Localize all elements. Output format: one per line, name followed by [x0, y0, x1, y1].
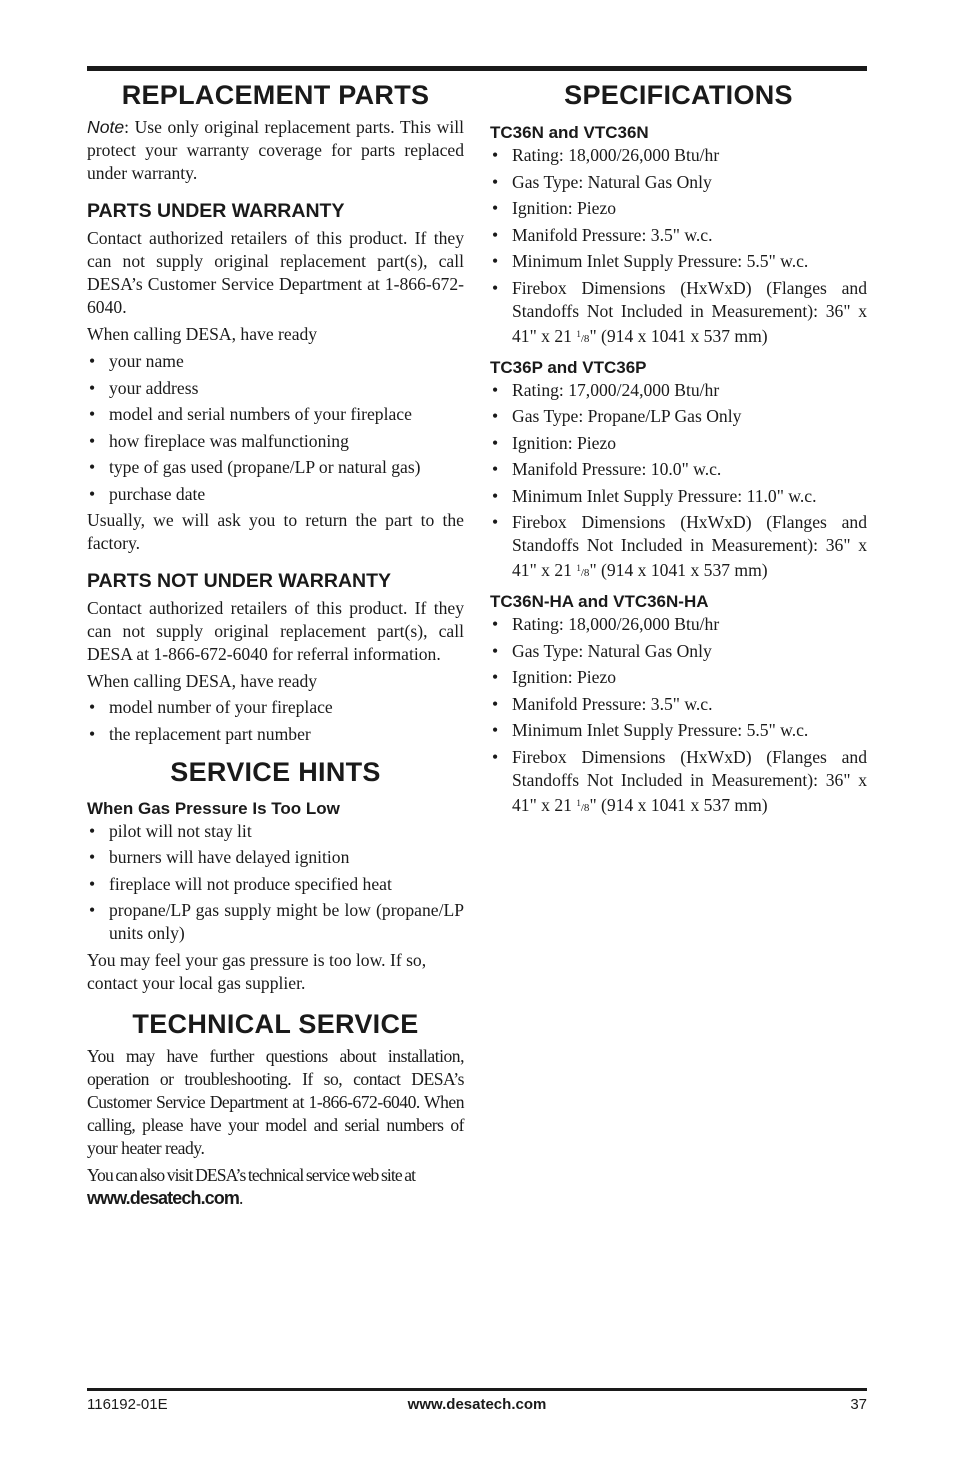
parts-under-warranty-heading: PARTS UNDER WARRANTY — [87, 200, 345, 222]
spec-item: • Rating: 17,000/24,000 Btu/hr — [490, 379, 867, 402]
list-item: • purchase date — [87, 483, 464, 506]
list-item: • burners will have delayed ignition — [87, 846, 464, 869]
spec-item: • Minimum Inlet Supply Pressure: 5.5" w.c. — [490, 250, 867, 273]
top-rule — [87, 66, 867, 71]
list-item: • model number of your fireplace — [87, 696, 464, 719]
replacement-parts-title: REPLACEMENT PARTS — [121, 80, 430, 110]
left-column — [87, 78, 464, 1210]
fraction-numerator: 1 — [576, 797, 581, 808]
list-item: • model and serial numbers of your fireplace — [87, 403, 464, 426]
note-text: : Use only original replacement parts. This will protect your warranty coverage for parts replaced under warranty. — [87, 117, 464, 183]
dims-text: Firebox Dimensions (HxWxD) (Flanges and Standoffs Not Included in Measurement): 36" x 41" x 21 — [512, 746, 867, 815]
spec-group — [490, 122, 867, 351]
specifications-title: SPECIFICATIONS — [564, 80, 793, 110]
spec-item: • Minimum Inlet Supply Pressure: 11.0" w.c. — [490, 485, 867, 508]
list-item: • pilot will not stay lit — [87, 820, 464, 843]
spec-item-dimensions — [490, 511, 867, 585]
website-link[interactable]: www.desatech.com — [87, 1187, 239, 1208]
dims-text: Firebox Dimensions (HxWxD) (Flanges and Standoffs Not Included in Measurement): 36" x 41" x 21 — [512, 277, 867, 346]
spec-group-heading: TC36P and VTC36P — [490, 357, 647, 377]
parts-not-under-warranty-heading: PARTS NOT UNDER WARRANTY — [87, 570, 392, 592]
fraction-denominator: /8 — [580, 801, 590, 814]
page-number: 37 — [850, 1396, 867, 1413]
technical-service-paragraph: You may have further questions about installation, operation or troubleshooting. If so, contact DESA’s Customer Service Department at 1-866-672-6040. When calling, please have your model and serial numbers of your heater ready. — [87, 1045, 464, 1158]
list-item: • propane/LP gas supply might be low (propane/LP units only) — [87, 899, 464, 945]
spec-item: • Rating: 18,000/26,000 Btu/hr — [490, 144, 867, 167]
spec-list — [490, 613, 867, 820]
spec-item: • Ignition: Piezo — [490, 197, 867, 220]
spec-item: • Gas Type: Propane/LP Gas Only — [490, 405, 867, 428]
dims-suffix: " (914 x 1041 x 537 mm) — [589, 794, 768, 815]
warranty-paragraph: Contact authorized retailers of this product. If they can not supply original replacement part(s), call DESA’s Customer Service Department at 1-866-672-6040. — [87, 228, 464, 317]
list-item: • how fireplace was malfunctioning — [87, 430, 464, 453]
list-item: • fireplace will not produce specified heat — [87, 873, 464, 896]
gas-pressure-low-heading: When Gas Pressure Is Too Low — [87, 798, 340, 818]
not-warranty-when-calling: When calling DESA, have ready — [87, 671, 318, 691]
warranty-when-calling: When calling DESA, have ready — [87, 324, 318, 344]
dims-suffix: " (914 x 1041 x 537 mm) — [589, 560, 768, 580]
list-item: • your address — [87, 377, 464, 400]
spec-item-dimensions — [490, 746, 867, 820]
technical-service-title: TECHNICAL SERVICE — [132, 1008, 419, 1039]
footer-rule — [87, 1388, 867, 1391]
dims-text: Firebox Dimensions (HxWxD) (Flanges and Standoffs Not Included in Measurement): 36" x 41" x 21 — [512, 512, 867, 580]
page-footer — [87, 1396, 867, 1418]
spec-list — [490, 144, 867, 351]
spec-item: • Manifold Pressure: 3.5" w.c. — [490, 693, 867, 716]
document-number: 116192-01E — [87, 1396, 168, 1413]
dims-suffix: " (914 x 1041 x 537 mm) — [589, 325, 768, 346]
right-column — [490, 78, 867, 823]
spec-item: • Rating: 18,000/26,000 Btu/hr — [490, 613, 867, 636]
spec-item: • Gas Type: Natural Gas Only — [490, 640, 867, 663]
visit-text: You can also visit DESA’s technical service web site at — [87, 1164, 416, 1185]
spec-group-heading: TC36N and VTC36N — [490, 123, 649, 142]
fraction-denominator: /8 — [580, 332, 590, 345]
spec-item: • Ignition: Piezo — [490, 666, 867, 689]
service-hints-closing: You may feel your gas pressure is too low. If so, contact your local gas supplier. — [87, 949, 427, 993]
spec-item: • Ignition: Piezo — [490, 432, 867, 455]
fraction-numerator: 1 — [576, 328, 581, 339]
warranty-list — [87, 350, 464, 506]
fraction-numerator: 1 — [576, 563, 581, 573]
spec-item: • Gas Type: Natural Gas Only — [490, 171, 867, 194]
service-hints-title: SERVICE HINTS — [170, 756, 381, 787]
fraction — [576, 797, 590, 814]
note-label: Note — [87, 117, 125, 137]
fraction — [576, 328, 590, 345]
warranty-closing: Usually, we will ask you to return the part to the factory. — [87, 510, 464, 553]
not-warranty-list — [87, 696, 464, 746]
spec-item: • Manifold Pressure: 3.5" w.c. — [490, 224, 867, 247]
footer-website-link[interactable]: www.desatech.com — [407, 1396, 547, 1413]
service-hints-list — [87, 820, 464, 946]
spec-group — [490, 357, 867, 586]
list-item: • type of gas used (propane/LP or natural gas) — [87, 456, 464, 479]
spec-item-dimensions — [490, 277, 867, 351]
spec-group — [490, 591, 867, 820]
spec-group-heading: TC36N-HA and VTC36N-HA — [490, 592, 709, 611]
fraction — [576, 563, 590, 579]
visit-paragraph — [87, 1164, 464, 1210]
visit-period: . — [239, 1187, 243, 1208]
list-item: • your name — [87, 350, 464, 373]
fraction-denominator: /8 — [580, 567, 590, 579]
note-paragraph — [87, 116, 464, 185]
list-item: • the replacement part number — [87, 723, 464, 746]
spec-item: • Minimum Inlet Supply Pressure: 5.5" w.c. — [490, 719, 867, 742]
spec-item: • Manifold Pressure: 10.0" w.c. — [490, 458, 867, 481]
not-warranty-paragraph: Contact authorized retailers of this product. If they can not supply original replacement part(s), call DESA at 1-866-672-6040 for referral information. — [87, 598, 464, 664]
spec-list — [490, 379, 867, 586]
